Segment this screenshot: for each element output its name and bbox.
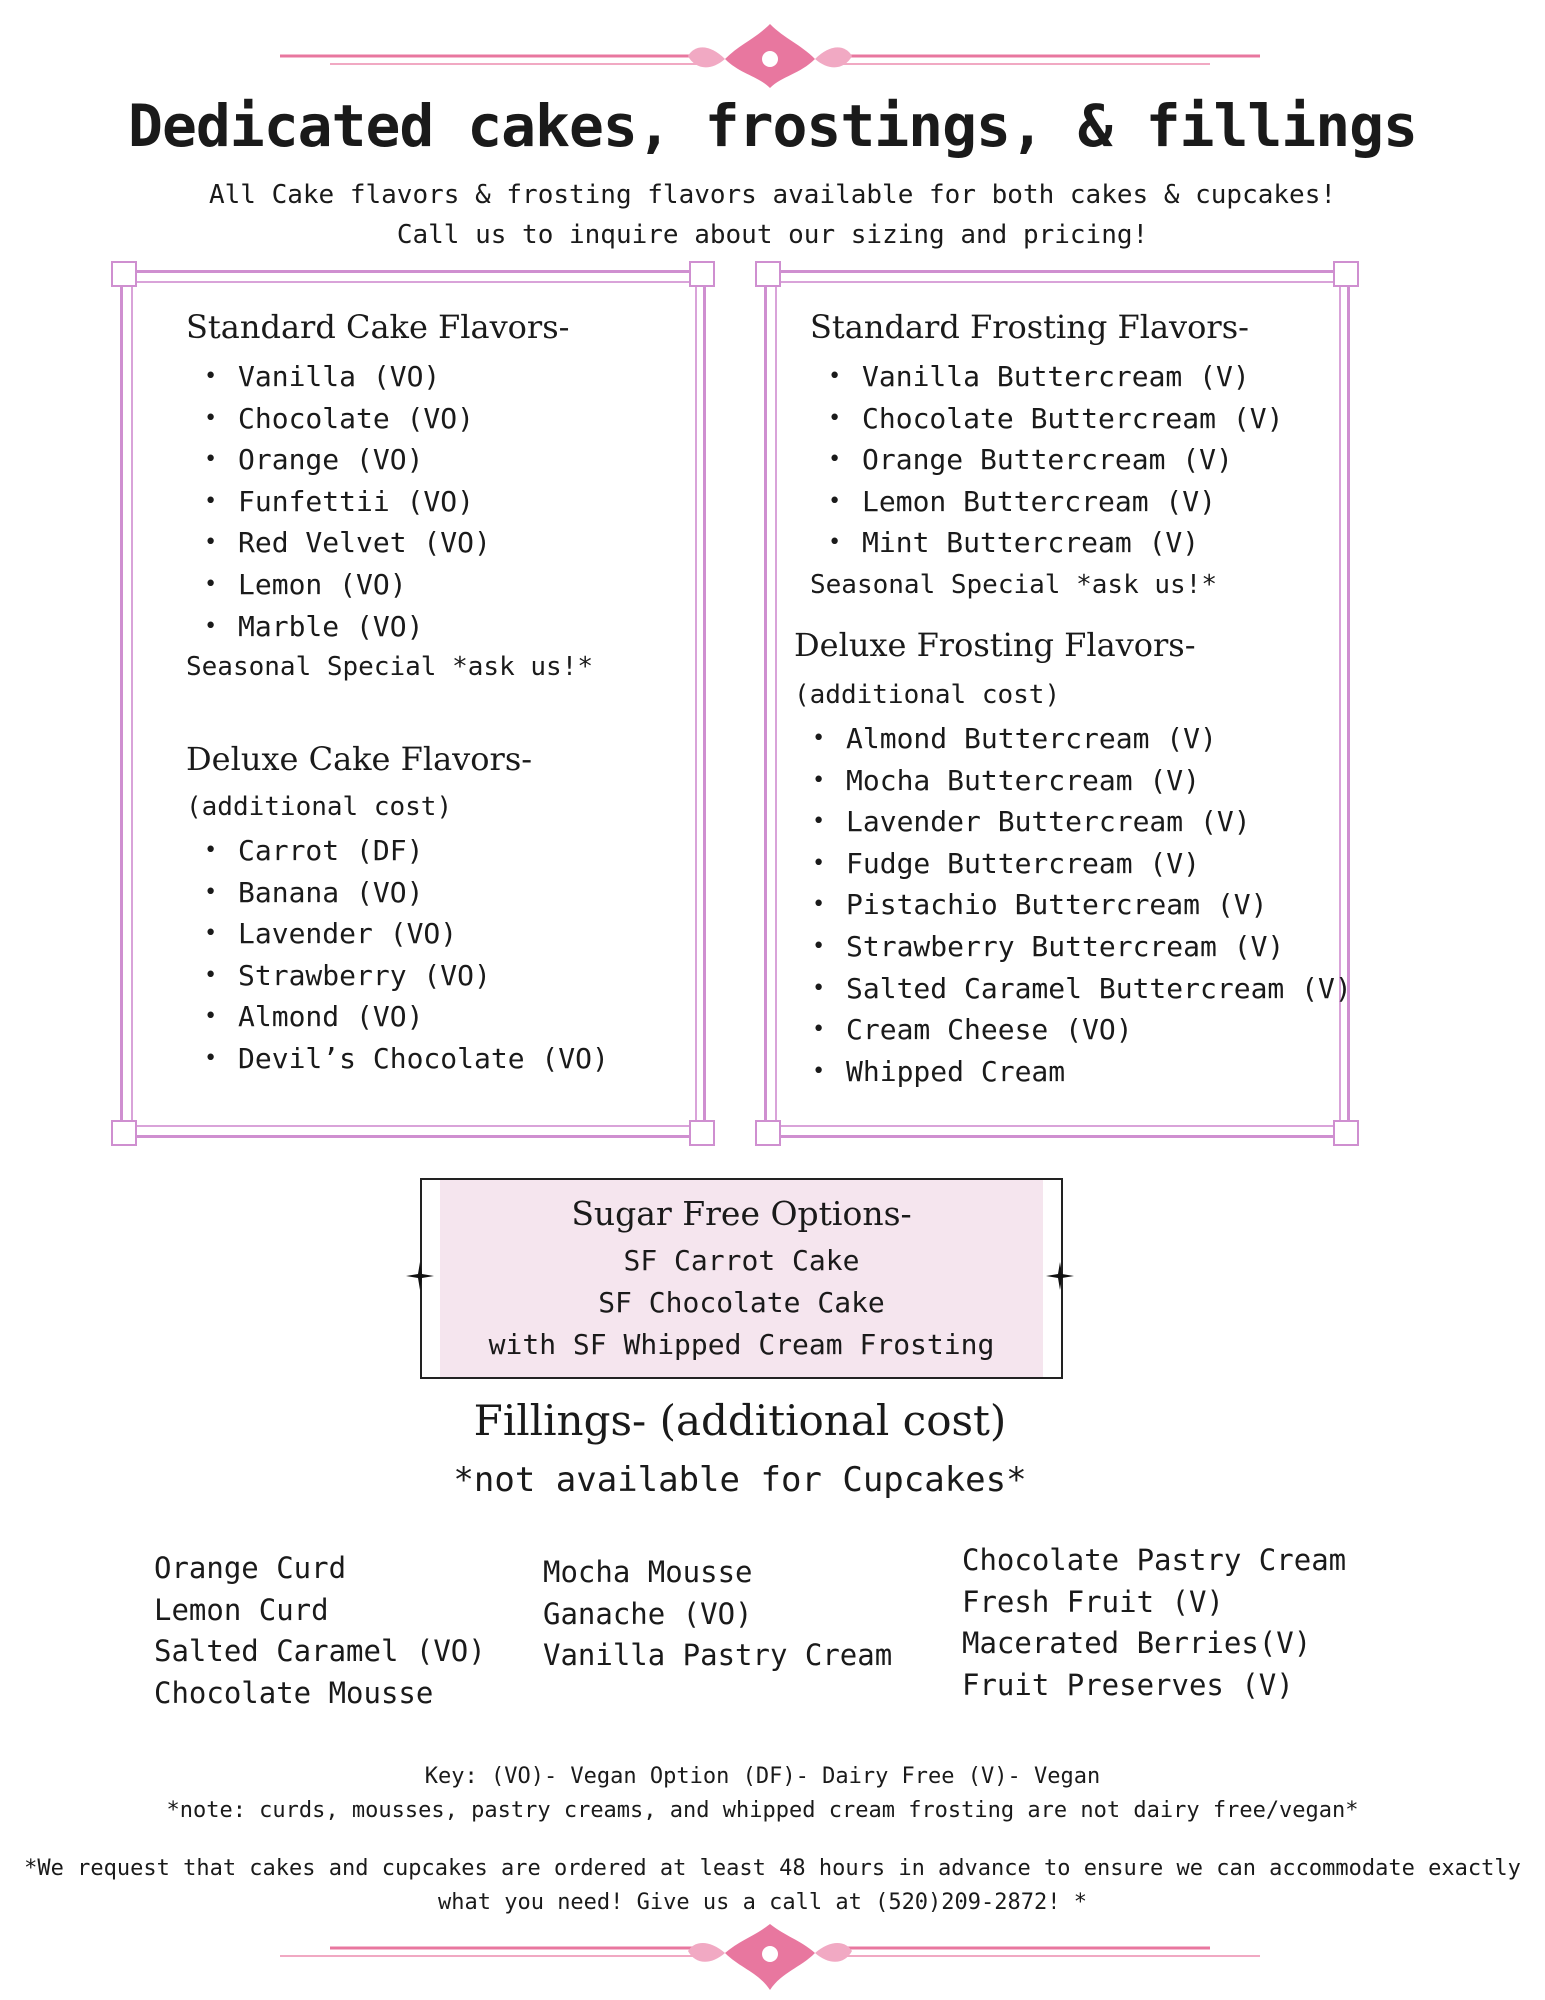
page-title: Dedicated cakes, frostings, & fillings: [128, 92, 1417, 160]
list-item: • Lavender (VO): [186, 913, 609, 955]
deluxe-frosting-heading: Deluxe Frosting Flavors-: [794, 626, 1196, 664]
subtitle-line-2: Call us to inquire about our sizing and pricing!: [396, 220, 1149, 250]
fillings-column-3: [962, 1540, 1346, 1706]
list-item: Lemon Curd: [154, 1592, 329, 1627]
sugar-free-box: [420, 1178, 1063, 1379]
list-item: Mocha Mousse: [543, 1555, 753, 1589]
list-item: • Strawberry Buttercream (V): [794, 926, 1352, 968]
fillings-column-1: [154, 1548, 486, 1714]
list-item: • Lavender Buttercream (V): [794, 801, 1352, 843]
fillings-column-2: [543, 1552, 892, 1677]
list-item: • Almond Buttercream (V): [794, 718, 1352, 760]
list-item: • Carrot (DF): [186, 830, 609, 872]
list-item: • Vanilla (VO): [186, 356, 491, 398]
list-item: • Mint Buttercream (V): [810, 522, 1283, 564]
sparkle-left-icon: [406, 1262, 434, 1290]
deluxe-cake-note: (additional cost): [186, 792, 453, 822]
standard-frosting-list: [810, 356, 1283, 564]
deluxe-cake-heading: Deluxe Cake Flavors-: [186, 740, 533, 778]
key-legend: Key: (VO)- Vegan Option (DF)- Dairy Free (V)- Vegan: [424, 1764, 1101, 1789]
list-item: • Lemon Buttercream (V): [810, 481, 1283, 523]
deluxe-frosting-note: (additional cost): [794, 680, 1061, 710]
standard-cake-heading: Standard Cake Flavors-: [186, 308, 570, 346]
list-item: Chocolate Mousse: [154, 1675, 434, 1710]
order-request-line-2: what you need! Give us a call at (520)209-2872! *: [437, 1890, 1087, 1915]
list-item: • Salted Caramel Buttercream (V): [794, 968, 1352, 1010]
list-item: • Lemon (VO): [186, 564, 491, 606]
top-ornament-icon: [270, 14, 1270, 94]
list-item: • Marble (VO): [186, 606, 491, 648]
list-item: Fresh Fruit (V): [962, 1584, 1224, 1619]
list-item: • Pistachio Buttercream (V): [794, 884, 1352, 926]
list-item: Fruit Preserves (V): [962, 1667, 1294, 1702]
list-item: • Devil’s Chocolate (VO): [186, 1038, 609, 1080]
list-item: • Fudge Buttercream (V): [794, 843, 1352, 885]
fillings-heading: Fillings- (additional cost): [473, 1396, 1007, 1445]
sugar-free-heading: Sugar Free Options-: [571, 1194, 912, 1233]
frosting-seasonal-special: Seasonal Special *ask us!*: [810, 570, 1217, 600]
sugar-free-line-3: with SF Whipped Cream Frosting: [488, 1328, 995, 1361]
list-item: • Banana (VO): [186, 872, 609, 914]
fillings-subheading: *not available for Cupcakes*: [453, 1460, 1027, 1500]
deluxe-frosting-list: [794, 718, 1352, 1092]
list-item: Ganache (VO): [543, 1596, 753, 1631]
sparkle-right-icon: [1046, 1262, 1074, 1290]
list-item: Macerated Berries(V): [962, 1626, 1312, 1660]
subtitle-line-1: All Cake flavors & frosting flavors available for both cakes & cupcakes!: [208, 180, 1337, 210]
standard-frosting-heading: Standard Frosting Flavors-: [810, 308, 1249, 346]
list-item: • Funfettii (VO): [186, 481, 491, 523]
sugar-free-line-1: SF Carrot Cake: [623, 1244, 860, 1277]
list-item: Orange Curd: [154, 1551, 347, 1585]
standard-cake-list: [186, 356, 491, 647]
list-item: • Orange (VO): [186, 439, 491, 481]
dairy-note: *note: curds, mousses, pastry creams, and whipped cream frosting are not dairy free/vegan*: [166, 1798, 1359, 1823]
list-item: • Cream Cheese (VO): [794, 1009, 1352, 1051]
list-item: • Chocolate Buttercream (V): [810, 398, 1283, 440]
list-item: • Almond (VO): [186, 996, 609, 1038]
list-item: • Strawberry (VO): [186, 955, 609, 997]
deluxe-cake-list: [186, 830, 609, 1080]
order-request-line-1: *We request that cakes and cupcakes are ordered at least 48 hours in advance to ensure we can accommodate exactly: [24, 1856, 1521, 1881]
list-item: • Orange Buttercream (V): [810, 439, 1283, 481]
list-item: Chocolate Pastry Cream: [962, 1543, 1347, 1577]
bottom-ornament-icon: [270, 1918, 1270, 1998]
list-item: • Chocolate (VO): [186, 398, 491, 440]
list-item: Salted Caramel (VO): [154, 1634, 486, 1668]
list-item: • Red Velvet (VO): [186, 522, 491, 564]
sugar-free-line-2: SF Chocolate Cake: [598, 1286, 885, 1319]
list-item: Vanilla Pastry Cream: [543, 1638, 893, 1672]
cake-seasonal-special: Seasonal Special *ask us!*: [186, 652, 593, 682]
list-item: • Mocha Buttercream (V): [794, 760, 1352, 802]
list-item: • Whipped Cream: [794, 1051, 1352, 1093]
list-item: • Vanilla Buttercream (V): [810, 356, 1283, 398]
